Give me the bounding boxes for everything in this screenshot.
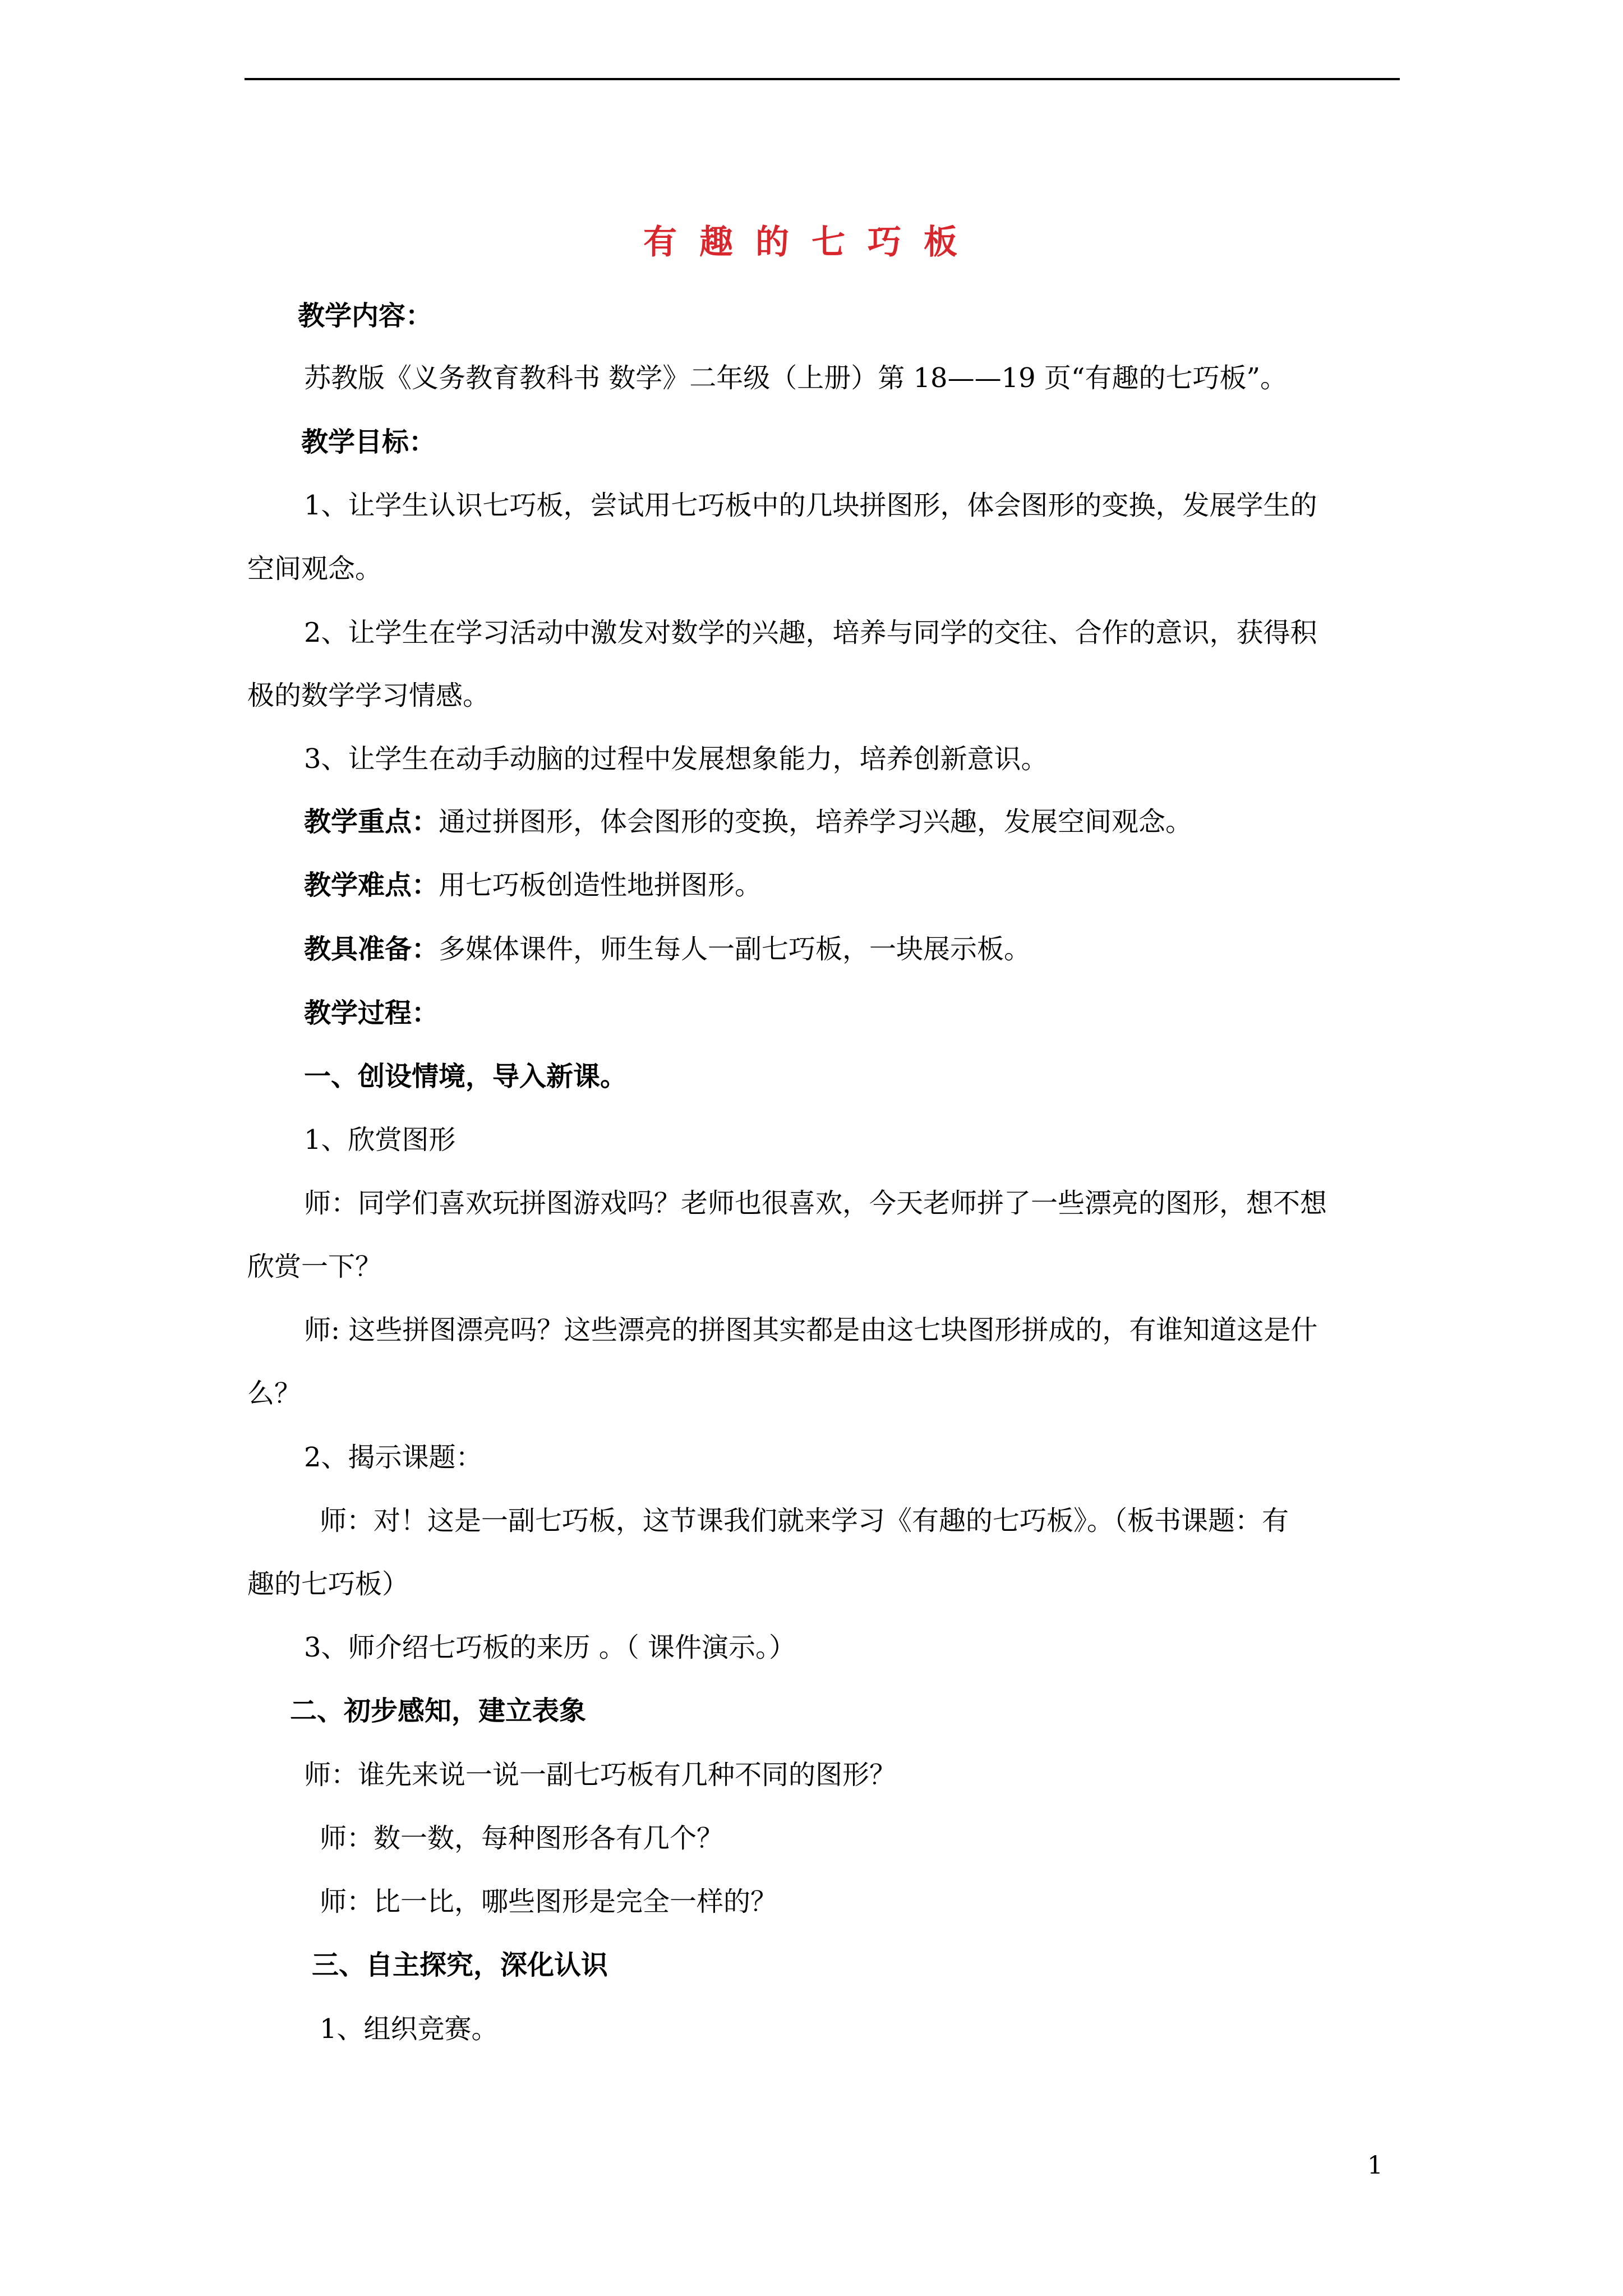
content-heading: 教学内容： xyxy=(298,300,433,332)
section-2-teacher-2: 师：数一数，每种图形各有几个？ xyxy=(320,1823,724,1854)
section-2-heading: 二、初步感知，建立表象 xyxy=(290,1695,587,1727)
section-1-item-3: 3、师介绍七巧板的来历 。（ 课件演示。） xyxy=(304,1632,796,1663)
section-3-heading: 三、自主探究，深化认识 xyxy=(312,1949,608,1981)
header-rule xyxy=(245,78,1400,80)
key-point xyxy=(304,804,1192,839)
goal-2-line-1: 2、让学生在学习活动中激发对数学的兴趣，培养与同学的交往、合作的意识，获得积 xyxy=(304,617,1317,648)
materials-text: 多媒体课件，师生每人一副七巧板，一块展示板。 xyxy=(439,933,1031,965)
teacher-line-1a: 师：同学们喜欢玩拼图游戏吗？老师也很喜欢，今天老师拼了一些漂亮的图形，想不想 xyxy=(304,1188,1327,1219)
content-text: 苏教版《义务教育教科书 数学》二年级（上册）第 18——19 页“有趣的七巧板”。 xyxy=(304,362,1288,394)
goal-1-line-1: 1、让学生认识七巧板，尝试用七巧板中的几块拼图形，体会图形的变换，发展学生的 xyxy=(304,490,1317,521)
teacher-line-2b: 么？ xyxy=(247,1378,302,1409)
goal-2-line-2: 极的数学学习情感。 xyxy=(247,680,490,711)
goals-heading: 教学目标： xyxy=(301,426,436,458)
document-title: 有趣的七巧板 xyxy=(643,223,980,262)
teacher-line-3b: 趣的七巧板） xyxy=(247,1568,409,1600)
materials-label: 教具准备： xyxy=(304,933,439,965)
difficulty xyxy=(304,868,762,903)
difficulty-label: 教学难点： xyxy=(304,869,439,901)
section-2-teacher-3: 师：比一比，哪些图形是完全一样的？ xyxy=(320,1886,778,1917)
key-point-text: 通过拼图形，体会图形的变换，培养学习兴趣，发展空间观念。 xyxy=(439,806,1193,838)
section-1-item-2: 2、揭示课题： xyxy=(304,1442,483,1473)
section-1-heading: 一、创设情境，导入新课。 xyxy=(304,1061,628,1092)
goal-1-line-2: 空间观念。 xyxy=(247,553,382,585)
section-3-item-1: 1、组织竞赛。 xyxy=(320,2013,499,2045)
teacher-line-1b: 欣赏一下？ xyxy=(247,1251,382,1282)
section-1-item-1: 1、欣赏图形 xyxy=(304,1124,456,1156)
difficulty-text: 用七巧板创造性地拼图形。 xyxy=(439,869,762,901)
page-number: 1 xyxy=(1367,2151,1383,2180)
key-point-label: 教学重点： xyxy=(304,806,439,838)
teacher-line-2a: 师: 这些拼图漂亮吗？这些漂亮的拼图其实都是由这七块图形拼成的，有谁知道这是什 xyxy=(304,1314,1318,1346)
materials xyxy=(304,932,1031,967)
goal-3: 3、让学生在动手动脑的过程中发展想象能力，培养创新意识。 xyxy=(304,743,1048,775)
teacher-line-3a: 师：对！这是一副七巧板，这节课我们就来学习《有趣的七巧板》。（板书课题：有 xyxy=(320,1505,1289,1536)
section-2-teacher-1: 师：谁先来说一说一副七巧板有几种不同的图形？ xyxy=(304,1759,897,1791)
process-heading: 教学过程： xyxy=(304,997,439,1029)
